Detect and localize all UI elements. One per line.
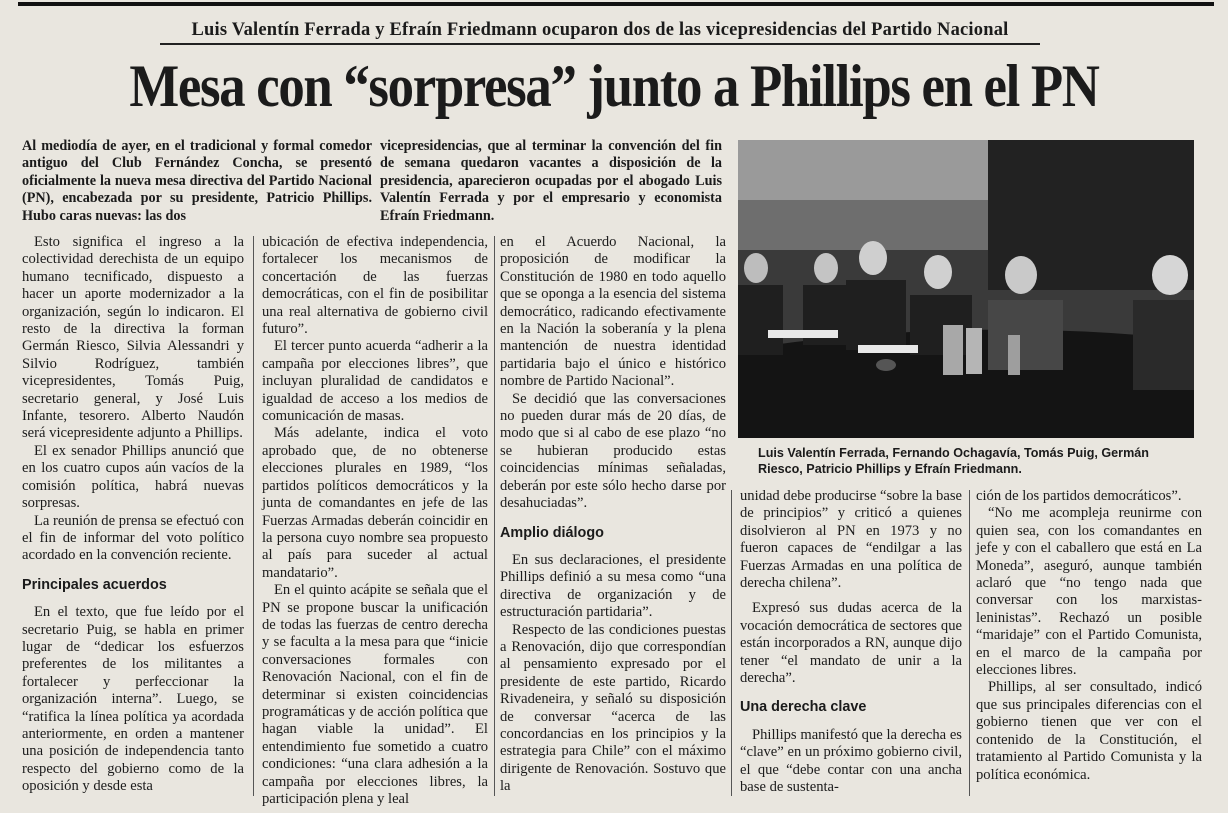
paragraph: “No me acompleja reunirme con quien sea, con los comandantes en jefe y con el caballero que está en La Moneda”, aseguró, aunque también aclaró que “no tengo nada que conversar con los marxistas-leninistas”. Rechazó un posible “maridaje” con el Partido Comunista, en el marco de la campaña por elecciones libres. [976,505,1202,679]
paragraph: unidad debe producirse “sobre la base de principios” y criticó a quienes disolvieron al PN en 1973 y no fueron capaces de “endilgar a las Fuerzas Armadas en una política de derecha chilena”. [740,488,962,592]
body-column-3 [500,234,726,796]
paragraph: La reunión de prensa se efectuó con el fin de informar del voto político acordado en la convención reciente. [22,512,244,564]
paragraph: En el quinto acápite se señala que el PN se propone buscar la unificación de todas las fuerzas de centro derecha y se faculta a la mesa para que “inicie conversaciones formales con Renovación Nacional, con el fin de determinar si existen coincidencias programáticas y de acción política que hagan viable la unidad”. El entendimiento fue sometido a cuatro condiciones: “una clara adhesión a la campaña por elecciones libres, la participación plena y leal [262,582,488,807]
photo-caption: Luis Valentín Ferrada, Fernando Ochagavía, Tomás Puig, Germán Riesco, Patricio Phillips y Efraín Friedmann. [758,446,1149,476]
subheading-amplio-dialogo: Amplio diálogo [500,524,604,541]
paragraph: ción de los partidos democráticos”. [976,488,1182,504]
subheading-principales-acuerdos: Principales acuerdos [22,576,167,593]
paragraph: Phillips manifestó que la derecha es “clave” en un próximo gobierno civil, el que “debe contar con una ancha base de sustenta- [740,726,962,796]
body-column-1 [22,234,244,796]
paragraph: En el texto, que fue leído por el secretario Puig, se habla en primer lugar de “dedicar los esfuerzos preferentes de los militantes a fortalecer y perfeccionar la organización interna”. Luego, se “ratifica la línea política ya acordada anteriormente, en orden a mantener una posición de independencia tanto respecto del gobierno como de la oposición y desde esta [22,604,244,795]
body-column-4 [740,488,962,797]
headline: Mesa con “sorpresa” junto a Phillips en el PN [129,53,1099,119]
paragraph: Esto significa el ingreso a la colectividad derechista de un equipo humano tecnificado, dispuesto a hacer un aporte modernizador a la organización, según lo indicaron. El resto de la directiva la forman Germán Riesco, Silvia Alessandri y Silvio Rodríguez, también vicepresidentes, Tomás Puig, secretario general, y José Luis Infante, tesorero. Alberto Naudón será vicepresidente adjunto a Phillips. [22,234,244,442]
paragraph: en el Acuerdo Nacional, la proposición de modificar la Constitución de 1980 en todo aquello que se oponga a la esencia del sistema democrático, radicando efectivamente en la Nación la soberanía y la plena mantención de nuestra identidad partidaria bajo el único e histórico nombre de Partido Nacional”. [500,234,726,390]
paragraph: En sus declaraciones, el presidente Phillips definió a su mesa como “una directiva de organización y de estructuración partidaria”. [500,551,726,621]
lead-paragraph-part1: Al mediodía de ayer, en el tradicional y formal comedor antiguo del Club Fernández Concha, se presentó oficialmente la nueva mesa directiva del Partido Nacional (PN), encabezada por su presidente, Patricio Phillips. Hubo caras nuevas: las dos [22,138,372,224]
paragraph: ubicación de efectiva independencia, fortalecer los mecanismos de concertación de las fuerzas democráticas, con el fin de posibilitar una real alternativa de gobierno civil futuro”. [262,234,488,338]
paragraph: Expresó sus dudas acerca de la vocación democrática de sectores que están incorporados a RN, aunque dijo tener “el mandato de unir a la derecha”. [740,600,962,687]
column-divider [494,236,495,796]
paragraph: Se decidió que las conversaciones no pueden durar más de 20 días, de modo que si al cabo de ese plazo “no se hubieran producido estas coincidencias mínimas señaladas, deberán por este sólo hecho darse por desahuciadas”. [500,390,726,512]
kicker: Luis Valentín Ferrada y Efraín Friedmann ocuparon dos de las vicepresidencias del Partido Nacional [160,20,1040,45]
top-rule [18,2,1214,6]
body-column-5 [976,488,1202,784]
paragraph: Respecto de las condiciones puestas a Renovación, dijo que correspondían al pensamiento expresado por el presidente de este partido, Ricardo Rivadeneira, y señaló su disposición de conversar “acerca de las concordancias en los principios y la estrategia para Chile” con el máximo dirigente de Renovación. Sostuvo que la [500,621,726,795]
column-divider [969,490,970,796]
subheading-una-derecha-clave: Una derecha clave [740,699,867,716]
paragraph: El ex senador Phillips anunció que en los cuatro cupos aún vacíos de la comisión política, habrá nuevas sorpresas. [22,442,244,512]
body-column-2 [262,234,488,808]
paragraph: Phillips, al ser consultado, indicó que sus principales diferencias con el gobierno tienen que ver con el contenido de la Constitución, el tratamiento al Partido Comunista y la política económica. [976,679,1202,783]
column-divider [731,490,732,796]
paragraph: Más adelante, indica el voto aprobado que, de no obtenerse elecciones plurales en 1989, “los partidos políticos democráticos y la junta de comandantes en jefe de las Fuerzas Armadas deberán coincidir en la persona cuyo nombre sea propuesto al país para suceder al actual mandatario”. [262,425,488,581]
column-divider [253,236,254,796]
lead-paragraph-part2: vicepresidencias, que al terminar la convención del fin de semana quedaron vacantes a disposición de la presidencia, aparecieron ocupadas por el abogado Luis Valentín Ferrada y por el empresario y economista Efraín Friedmann. [380,138,722,224]
photo [738,140,1194,438]
paragraph: El tercer punto acuerda “adherir a la campaña por elecciones libres”, que incluyan pluralidad de candidatos e igualdad de acceso a los medios de comunicación de masas. [262,338,488,425]
photo-illustration [738,140,1194,438]
